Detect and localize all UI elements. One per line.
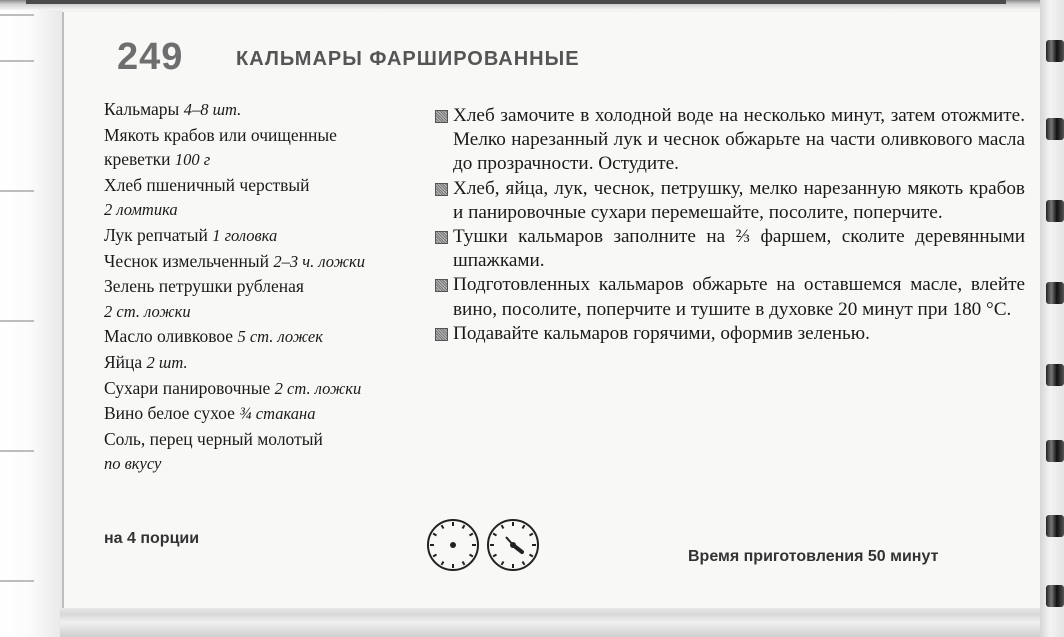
ingredient-name: Чеснок измельченный: [104, 250, 270, 271]
square-bullet-icon: [435, 231, 448, 244]
ingredient-quantity: 2 ломтика: [104, 200, 178, 220]
ingredient-quantity: 4–8 шт.: [183, 100, 242, 119]
ingredient-item: [104, 223, 424, 249]
ingredient-item: [104, 274, 424, 299]
square-bullet-icon: [435, 110, 448, 123]
page-bottom-edge: [60, 608, 1050, 637]
ingredient-item: [104, 376, 424, 402]
ingredient-item: [104, 147, 424, 173]
ingredient-name: Лук репчатый: [104, 224, 208, 245]
binding-ring: [1046, 585, 1064, 607]
page-top-shadow: [26, 0, 1006, 4]
ingredient-quantity: ¾ стакана: [239, 404, 316, 424]
ingredient-item: [104, 97, 424, 123]
ingredient-item: [104, 173, 424, 198]
scan-streak: [0, 190, 34, 192]
ingredient-item: [104, 427, 424, 452]
scan-streak: [0, 320, 34, 322]
clock-icon: [485, 517, 541, 573]
ingredient-quantity: 2–3 ч. ложки: [273, 251, 365, 271]
ingredient-name: Яйца: [104, 351, 143, 372]
ingredient-item: [104, 324, 424, 350]
ingredient-quantity: по вкусу: [104, 454, 162, 474]
instruction-list: [435, 104, 1025, 346]
binding-ring: [1046, 515, 1064, 537]
ingredient-quantity: 2 шт.: [146, 352, 188, 372]
ingredient-quantity: 2 ст. ложки: [104, 301, 191, 321]
instruction-step: [435, 177, 1025, 225]
binding-ring: [1046, 200, 1064, 222]
scan-streak: [0, 580, 34, 582]
instruction-text: Подавайте кальмаров горячими, оформив зеленью.: [453, 322, 870, 344]
ingredient-quantity: 100 г: [174, 150, 211, 170]
scan-streak: [0, 450, 34, 452]
ingredient-item: [104, 350, 424, 376]
instruction-text: Хлеб замочите в холодной воде на несколько минут, затем отожмите. Мелко нарезанный лук и чеснок обжарьте на части оливкового масла до прозрачности. Остудите.: [453, 105, 1025, 175]
ingredient-name: Масло оливковое: [104, 326, 234, 347]
instruction-step: [435, 322, 1025, 346]
recipe-title: КАЛЬМАРЫ ФАРШИРОВАННЫЕ: [236, 48, 580, 70]
ingredient-name: креветки: [104, 149, 171, 170]
ingredient-item: [104, 197, 424, 223]
instruction-step: [435, 225, 1025, 273]
binding-ring: [1046, 440, 1064, 462]
ingredient-item: [104, 249, 424, 275]
ingredient-quantity: 5 ст. ложек: [237, 327, 323, 347]
ingredient-item: [104, 299, 424, 325]
ingredient-quantity: 2 ст. ложки: [274, 378, 362, 398]
portions-label: на 4 порции: [104, 530, 200, 547]
square-bullet-icon: [435, 328, 448, 341]
clock-icon: [425, 517, 481, 573]
instruction-text: Подготовленных кальмаров обжарьте на оставшемся масле, влейте вино, посолите, поперчите и тушите в духовке 20 минут при 180 °С.: [453, 274, 1025, 320]
cooking-time-label: Время приготовления 50 минут: [688, 548, 939, 565]
instruction-step: [435, 273, 1025, 321]
scan-streak: [0, 60, 34, 62]
page-right-edge: [1040, 0, 1064, 637]
binding-ring: [1046, 40, 1064, 62]
scan-margin: [0, 0, 62, 637]
ingredient-quantity: 1 головка: [212, 225, 278, 245]
binding-ring: [1046, 118, 1064, 140]
binding-ring: [1046, 364, 1064, 386]
ingredient-name: Мякоть крабов или очищенные: [104, 124, 337, 145]
recipe-number: 249: [117, 36, 184, 78]
ingredient-list: [104, 97, 424, 477]
ingredient-name: Вино белое сухое: [104, 403, 235, 424]
ingredient-item: [104, 123, 424, 148]
ingredient-item: [104, 451, 424, 477]
scan-streak: [0, 14, 34, 16]
ingredient-name: Зелень петрушки рубленая: [104, 276, 304, 297]
ingredient-name: Сухари панировочные: [104, 377, 271, 398]
instruction-text: Тушки кальмаров заполните на ⅔ фаршем, сколите деревянными шпажками.: [453, 226, 1025, 272]
square-bullet-icon: [435, 183, 448, 196]
ingredient-name: Соль, перец черный молотый: [104, 428, 323, 449]
ingredient-name: Кальмары: [104, 99, 180, 119]
instruction-step: [435, 104, 1025, 177]
instruction-text: Хлеб, яйца, лук, чеснок, петрушку, мелко нарезанную мякоть крабов и панировочные сухари перемешайте, посолите, поперчите.: [453, 177, 1025, 223]
ingredient-name: Хлеб пшеничный черствый: [104, 174, 310, 195]
square-bullet-icon: [435, 279, 448, 292]
ingredient-item: [104, 401, 424, 427]
binding-ring: [1046, 282, 1064, 304]
